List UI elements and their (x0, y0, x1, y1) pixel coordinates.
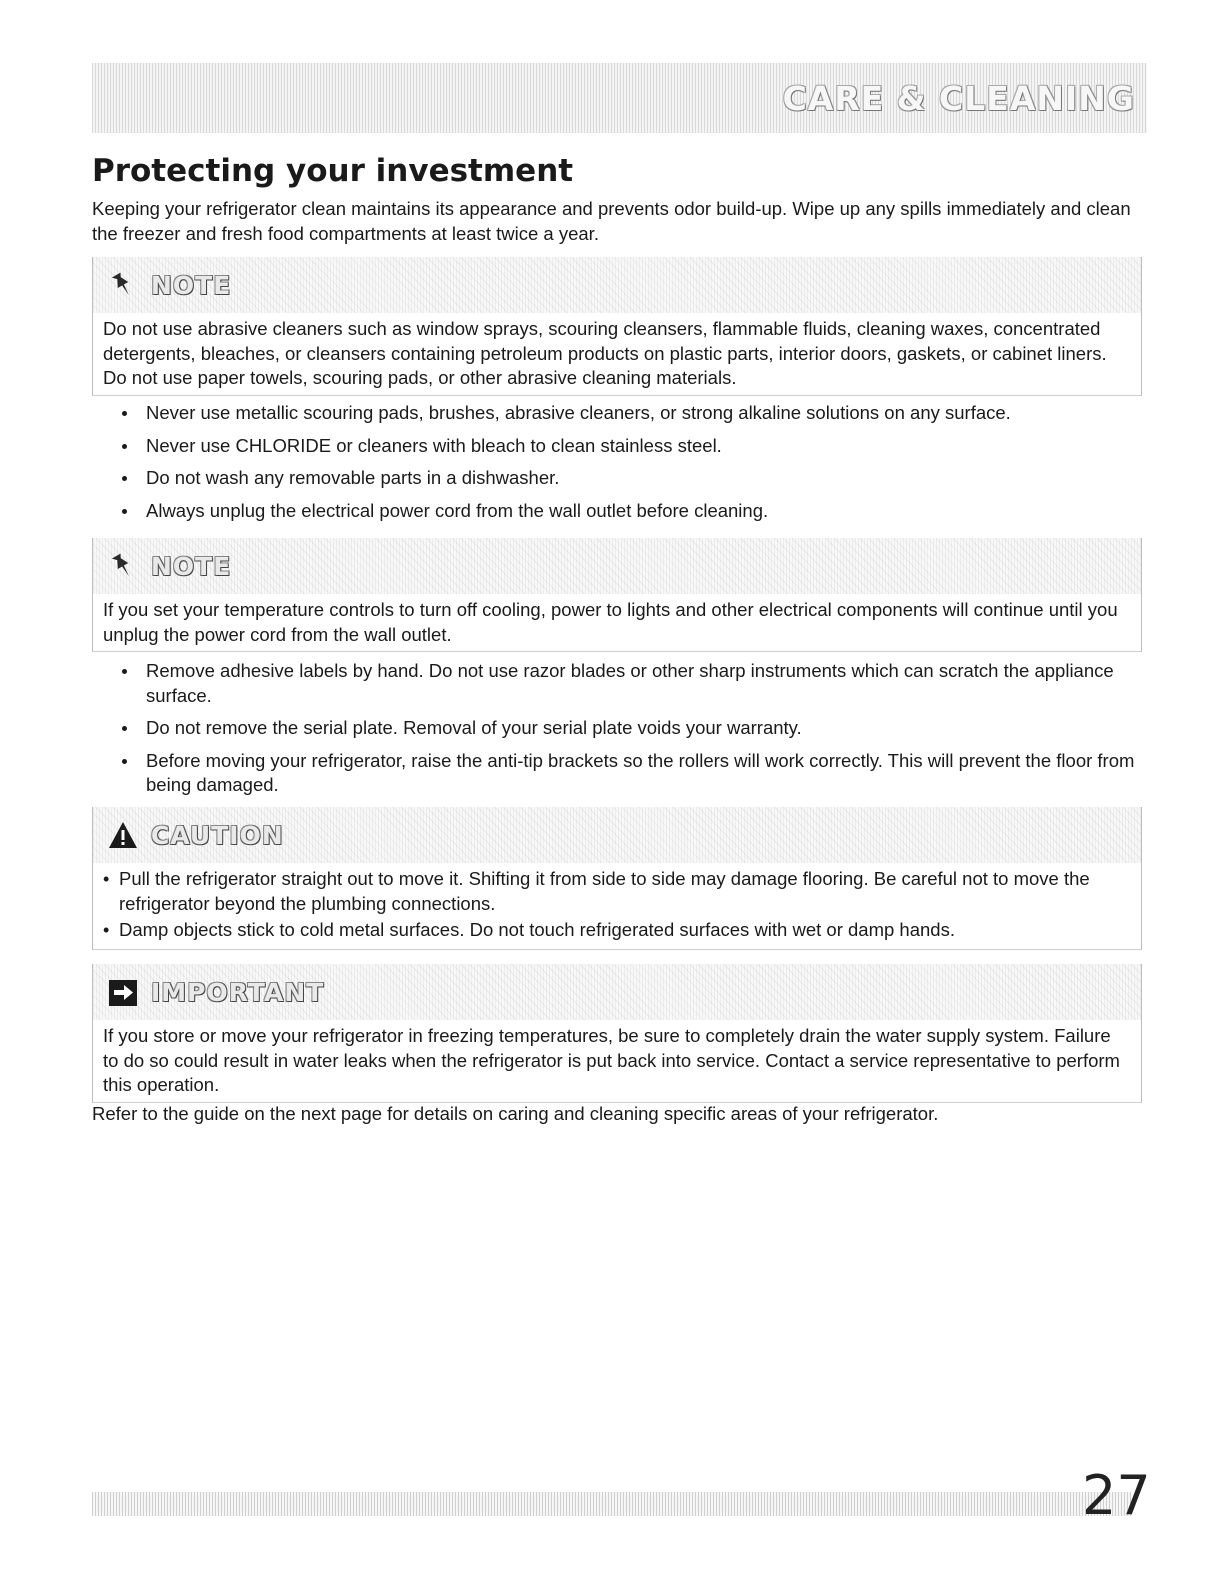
important-box-header (93, 964, 1141, 1020)
caution-list (103, 867, 1131, 943)
note-label: NOTE (151, 270, 232, 300)
closing-paragraph: Refer to the guide on the next page for details on caring and cleaning specific areas of your refrigerator. (92, 1103, 939, 1124)
list-item: • Damp objects stick to cold metal surfaces. Do not touch refrigerated surfaces with wet or damp hands. (103, 918, 1131, 943)
important-box (92, 964, 1142, 1103)
note-box-2-text: If you set your temperature controls to turn off cooling, power to lights and other electrical components will continue until you unplug the power cord from the wall outlet. (93, 594, 1141, 651)
caution-box (92, 807, 1142, 950)
page-number: 27 (1082, 1464, 1151, 1527)
important-label: IMPORTANT (151, 977, 325, 1007)
caution-box-header (93, 807, 1141, 863)
section-title: CARE & CLEANING (782, 78, 1135, 118)
bullet-list-1 (118, 401, 1138, 531)
note-label: NOTE (151, 551, 232, 581)
arrow-box-icon (107, 976, 139, 1008)
note-box-1-header (93, 257, 1141, 313)
list-item: Never use CHLORIDE or cleaners with bleach to clean stainless steel. (118, 434, 1138, 459)
pushpin-icon (107, 269, 139, 301)
list-item: Do not wash any removable parts in a dishwasher. (118, 466, 1138, 491)
note-box-2 (92, 538, 1142, 652)
important-box-text: If you store or move your refrigerator in freezing temperatures, be sure to completely drain the water supply system. Failure to do so could result in water leaks when the refrigerator is put back into service. Contact a service representative to perform this operation. (93, 1020, 1141, 1102)
section-header-band (92, 63, 1147, 133)
list-item: Remove adhesive labels by hand. Do not use razor blades or other sharp instruments which can scratch the appliance surface. (118, 659, 1138, 708)
intro-paragraph: Keeping your refrigerator clean maintains its appearance and prevents odor build-up. Wipe up any spills immediately and clean the freezer and fresh food compartments at least twice a year. (92, 198, 1131, 244)
list-item: Always unplug the electrical power cord from the wall outlet before cleaning. (118, 499, 1138, 524)
caution-label: CAUTION (151, 820, 284, 850)
note-box-2-header (93, 538, 1141, 594)
page-title: Protecting your investment (92, 153, 574, 189)
pushpin-icon (107, 550, 139, 582)
list-item: Do not remove the serial plate. Removal of your serial plate voids your warranty. (118, 716, 1138, 741)
list-item: Before moving your refrigerator, raise the anti-tip brackets so the rollers will work correctly. This will prevent the floor from being damaged. (118, 749, 1138, 798)
footer-band (92, 1492, 1132, 1516)
caution-box-text (93, 863, 1141, 949)
note-box-1-text: Do not use abrasive cleaners such as window sprays, scouring cleansers, flammable fluids, cleaning waxes, concentrated detergents, bleaches, or cleansers containing petroleum products on plastic parts, interior doors, gaskets, or cabinet liners. Do not use paper towels, scouring pads, or other abrasive cleaning materials. (93, 313, 1141, 395)
list-item: Never use metallic scouring pads, brushes, abrasive cleaners, or strong alkaline solutions on any surface. (118, 401, 1138, 426)
bullet-list-2 (118, 659, 1138, 806)
note-box-1 (92, 257, 1142, 396)
list-item: • Pull the refrigerator straight out to move it. Shifting it from side to side may damage flooring. Be careful not to move the refrigerator beyond the plumbing connections. (103, 867, 1131, 916)
warning-triangle-icon (107, 819, 139, 851)
